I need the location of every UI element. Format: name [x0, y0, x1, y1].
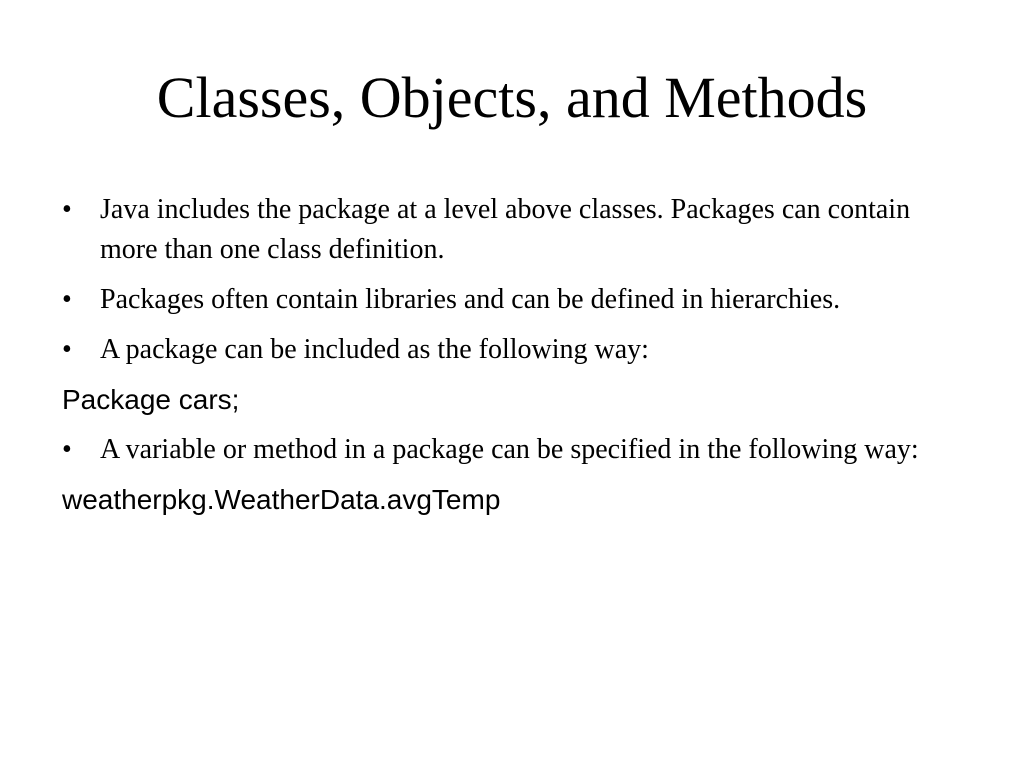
- bullet-item: [62, 280, 962, 320]
- bullet-item: [62, 190, 962, 270]
- bullet-icon: •: [62, 434, 72, 465]
- bullet-item: [62, 430, 962, 470]
- bullet-icon: •: [62, 334, 72, 365]
- bullet-icon: •: [62, 194, 72, 225]
- slide-title: Classes, Objects, and Methods: [156, 65, 868, 130]
- bullet-text: A package can be included as the following way:: [100, 334, 649, 365]
- bullet-text: A variable or method in a package can be specified in the following way:: [100, 434, 919, 465]
- bullet-text: Packages often contain libraries and can be defined in hierarchies.: [100, 284, 841, 315]
- bullet-icon: •: [62, 284, 72, 315]
- code-example: Package cars;: [62, 384, 240, 415]
- bullet-item: [62, 330, 962, 370]
- slide-body: [62, 190, 962, 530]
- bullet-text: Java includes the package at a level above classes. Packages can contain more than one class definition.: [100, 194, 911, 265]
- code-example: weatherpkg.WeatherData.avgTemp: [62, 484, 501, 515]
